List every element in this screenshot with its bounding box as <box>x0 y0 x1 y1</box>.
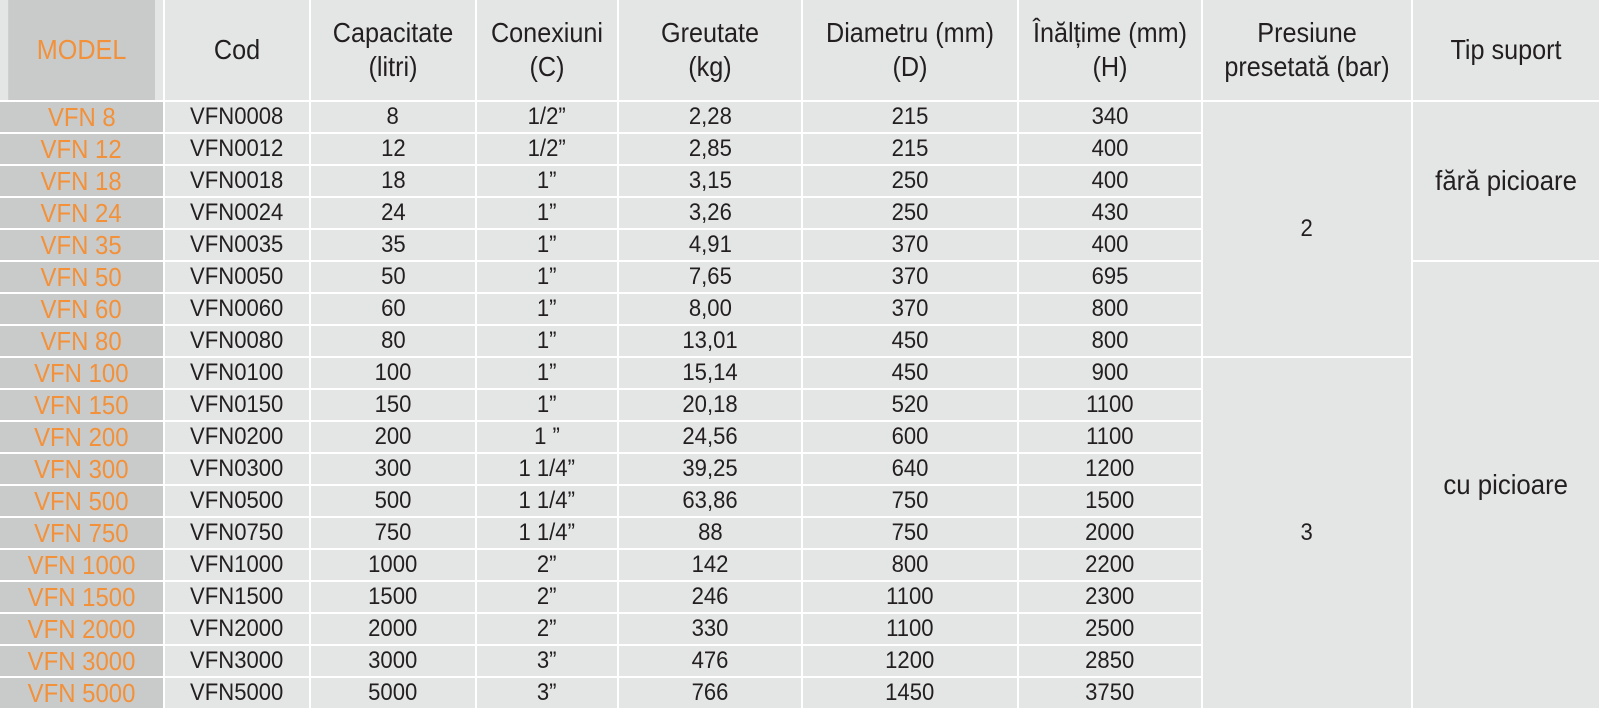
cell-cod: VFN0150 <box>164 389 310 421</box>
cell-greutate: 7,65 <box>618 261 802 293</box>
cell-capacitate: 5000 <box>310 677 476 709</box>
cell-model: VFN 100 <box>0 357 164 389</box>
cell-conexiuni: 3” <box>476 645 618 677</box>
cell-model: VFN 24 <box>0 197 164 229</box>
cell-cod: VFN3000 <box>164 645 310 677</box>
cell-tip-suport: fără picioare <box>1412 101 1600 261</box>
cell-diametru: 1450 <box>802 677 1018 709</box>
cell-cod: VFN1500 <box>164 581 310 613</box>
cell-diametru: 800 <box>802 549 1018 581</box>
cell-presiune: 3 <box>1202 357 1412 709</box>
cell-capacitate: 750 <box>310 517 476 549</box>
table-row <box>0 101 1600 133</box>
cell-diametru: 370 <box>802 229 1018 261</box>
cell-greutate: 20,18 <box>618 389 802 421</box>
header-capacitate: Capacitate (litri) <box>318 0 467 101</box>
cell-cod: VFN0008 <box>164 101 310 133</box>
cell-cod: VFN2000 <box>164 613 310 645</box>
cell-diametru: 1200 <box>802 645 1018 677</box>
cell-model: VFN 750 <box>0 517 164 549</box>
cell-cod: VFN0750 <box>164 517 310 549</box>
cell-cod: VFN0100 <box>164 357 310 389</box>
cell-greutate: 15,14 <box>618 357 802 389</box>
header-cod: Cod <box>171 0 302 101</box>
cell-conexiuni: 1” <box>476 357 618 389</box>
cell-diametru: 640 <box>802 453 1018 485</box>
cell-diametru: 600 <box>802 421 1018 453</box>
cell-inaltime: 430 <box>1018 197 1202 229</box>
table-body <box>0 101 1600 709</box>
cell-model: VFN 12 <box>0 133 164 165</box>
cell-conexiuni: 1/2” <box>476 133 618 165</box>
cell-conexiuni: 1” <box>476 261 618 293</box>
cell-model: VFN 50 <box>0 261 164 293</box>
cell-conexiuni: 2” <box>476 549 618 581</box>
cell-greutate: 3,15 <box>618 165 802 197</box>
cell-capacitate: 500 <box>310 485 476 517</box>
cell-capacitate: 60 <box>310 293 476 325</box>
header-tip-suport: Tip suport <box>1421 0 1590 101</box>
cell-capacitate: 100 <box>310 357 476 389</box>
cell-capacitate: 80 <box>310 325 476 357</box>
cell-cod: VFN0500 <box>164 485 310 517</box>
cell-diametru: 250 <box>802 165 1018 197</box>
cell-diametru: 450 <box>802 325 1018 357</box>
cell-conexiuni: 1 1/4” <box>476 485 618 517</box>
cell-conexiuni: 1 1/4” <box>476 453 618 485</box>
cell-greutate: 4,91 <box>618 229 802 261</box>
cell-cod: VFN1000 <box>164 549 310 581</box>
cell-inaltime: 400 <box>1018 165 1202 197</box>
cell-cod: VFN0035 <box>164 229 310 261</box>
cell-model: VFN 5000 <box>0 677 164 709</box>
cell-diametru: 450 <box>802 357 1018 389</box>
cell-greutate: 2,85 <box>618 133 802 165</box>
header-model: MODEL <box>8 0 156 101</box>
cell-inaltime: 1100 <box>1018 389 1202 421</box>
cell-greutate: 766 <box>618 677 802 709</box>
table-row <box>0 357 1600 389</box>
cell-inaltime: 1500 <box>1018 485 1202 517</box>
cell-cod: VFN0018 <box>164 165 310 197</box>
cell-greutate: 39,25 <box>618 453 802 485</box>
header-inaltime: Înălțime (mm) (H) <box>1027 0 1193 101</box>
cell-capacitate: 12 <box>310 133 476 165</box>
cell-cod: VFN0024 <box>164 197 310 229</box>
cell-conexiuni: 2” <box>476 581 618 613</box>
cell-cod: VFN0300 <box>164 453 310 485</box>
cell-model: VFN 1000 <box>0 549 164 581</box>
cell-greutate: 476 <box>618 645 802 677</box>
cell-cod: VFN0060 <box>164 293 310 325</box>
cell-conexiuni: 1” <box>476 325 618 357</box>
cell-capacitate: 1000 <box>310 549 476 581</box>
header-diametru: Diametru (mm) (D) <box>813 0 1007 101</box>
cell-diametru: 250 <box>802 197 1018 229</box>
cell-capacitate: 24 <box>310 197 476 229</box>
cell-cod: VFN0200 <box>164 421 310 453</box>
cell-diametru: 1100 <box>802 581 1018 613</box>
cell-inaltime: 3750 <box>1018 677 1202 709</box>
cell-cod: VFN0080 <box>164 325 310 357</box>
cell-diametru: 215 <box>802 101 1018 133</box>
cell-diametru: 215 <box>802 133 1018 165</box>
cell-inaltime: 2200 <box>1018 549 1202 581</box>
cell-greutate: 142 <box>618 549 802 581</box>
cell-diametru: 370 <box>802 261 1018 293</box>
cell-inaltime: 1200 <box>1018 453 1202 485</box>
cell-model: VFN 8 <box>0 101 164 133</box>
cell-model: VFN 150 <box>0 389 164 421</box>
cell-capacitate: 300 <box>310 453 476 485</box>
cell-diametru: 750 <box>802 485 1018 517</box>
cell-greutate: 246 <box>618 581 802 613</box>
cell-conexiuni: 1” <box>476 229 618 261</box>
cell-model: VFN 1500 <box>0 581 164 613</box>
header-conexiuni: Conexiuni (C) <box>483 0 611 101</box>
cell-inaltime: 400 <box>1018 133 1202 165</box>
cell-capacitate: 1500 <box>310 581 476 613</box>
cell-inaltime: 2500 <box>1018 613 1202 645</box>
cell-conexiuni: 1 ” <box>476 421 618 453</box>
cell-diametru: 750 <box>802 517 1018 549</box>
cell-greutate: 8,00 <box>618 293 802 325</box>
cell-inaltime: 2000 <box>1018 517 1202 549</box>
cell-conexiuni: 1 1/4” <box>476 517 618 549</box>
cell-capacitate: 3000 <box>310 645 476 677</box>
cell-model: VFN 80 <box>0 325 164 357</box>
cell-inaltime: 2300 <box>1018 581 1202 613</box>
cell-capacitate: 2000 <box>310 613 476 645</box>
cell-diametru: 370 <box>802 293 1018 325</box>
cell-model: VFN 2000 <box>0 613 164 645</box>
cell-capacitate: 50 <box>310 261 476 293</box>
cell-diametru: 520 <box>802 389 1018 421</box>
cell-model: VFN 500 <box>0 485 164 517</box>
cell-conexiuni: 2” <box>476 613 618 645</box>
cell-greutate: 24,56 <box>618 421 802 453</box>
cell-capacitate: 35 <box>310 229 476 261</box>
cell-greutate: 13,01 <box>618 325 802 357</box>
cell-inaltime: 2850 <box>1018 645 1202 677</box>
cell-greutate: 2,28 <box>618 101 802 133</box>
cell-inaltime: 400 <box>1018 229 1202 261</box>
cell-diametru: 1100 <box>802 613 1018 645</box>
cell-inaltime: 695 <box>1018 261 1202 293</box>
cell-inaltime: 1100 <box>1018 421 1202 453</box>
cell-capacitate: 18 <box>310 165 476 197</box>
cell-inaltime: 800 <box>1018 293 1202 325</box>
cell-conexiuni: 3” <box>476 677 618 709</box>
cell-model: VFN 3000 <box>0 645 164 677</box>
cell-cod: VFN0012 <box>164 133 310 165</box>
header-greutate: Greutate (kg) <box>627 0 793 101</box>
cell-model: VFN 60 <box>0 293 164 325</box>
cell-conexiuni: 1” <box>476 293 618 325</box>
cell-model: VFN 300 <box>0 453 164 485</box>
cell-inaltime: 340 <box>1018 101 1202 133</box>
cell-greutate: 330 <box>618 613 802 645</box>
cell-capacitate: 8 <box>310 101 476 133</box>
cell-conexiuni: 1” <box>476 197 618 229</box>
cell-capacitate: 200 <box>310 421 476 453</box>
cell-greutate: 88 <box>618 517 802 549</box>
cell-inaltime: 900 <box>1018 357 1202 389</box>
header-row <box>0 0 1600 101</box>
header-presiune: Presiune presetată (bar) <box>1213 0 1402 101</box>
cell-conexiuni: 1/2” <box>476 101 618 133</box>
cell-greutate: 3,26 <box>618 197 802 229</box>
cell-capacitate: 150 <box>310 389 476 421</box>
cell-model: VFN 35 <box>0 229 164 261</box>
cell-inaltime: 800 <box>1018 325 1202 357</box>
cell-cod: VFN5000 <box>164 677 310 709</box>
cell-conexiuni: 1” <box>476 165 618 197</box>
cell-conexiuni: 1” <box>476 389 618 421</box>
cell-presiune: 2 <box>1202 101 1412 357</box>
cell-greutate: 63,86 <box>618 485 802 517</box>
cell-cod: VFN0050 <box>164 261 310 293</box>
cell-model: VFN 200 <box>0 421 164 453</box>
cell-tip-suport: cu picioare <box>1412 261 1600 709</box>
cell-model: VFN 18 <box>0 165 164 197</box>
